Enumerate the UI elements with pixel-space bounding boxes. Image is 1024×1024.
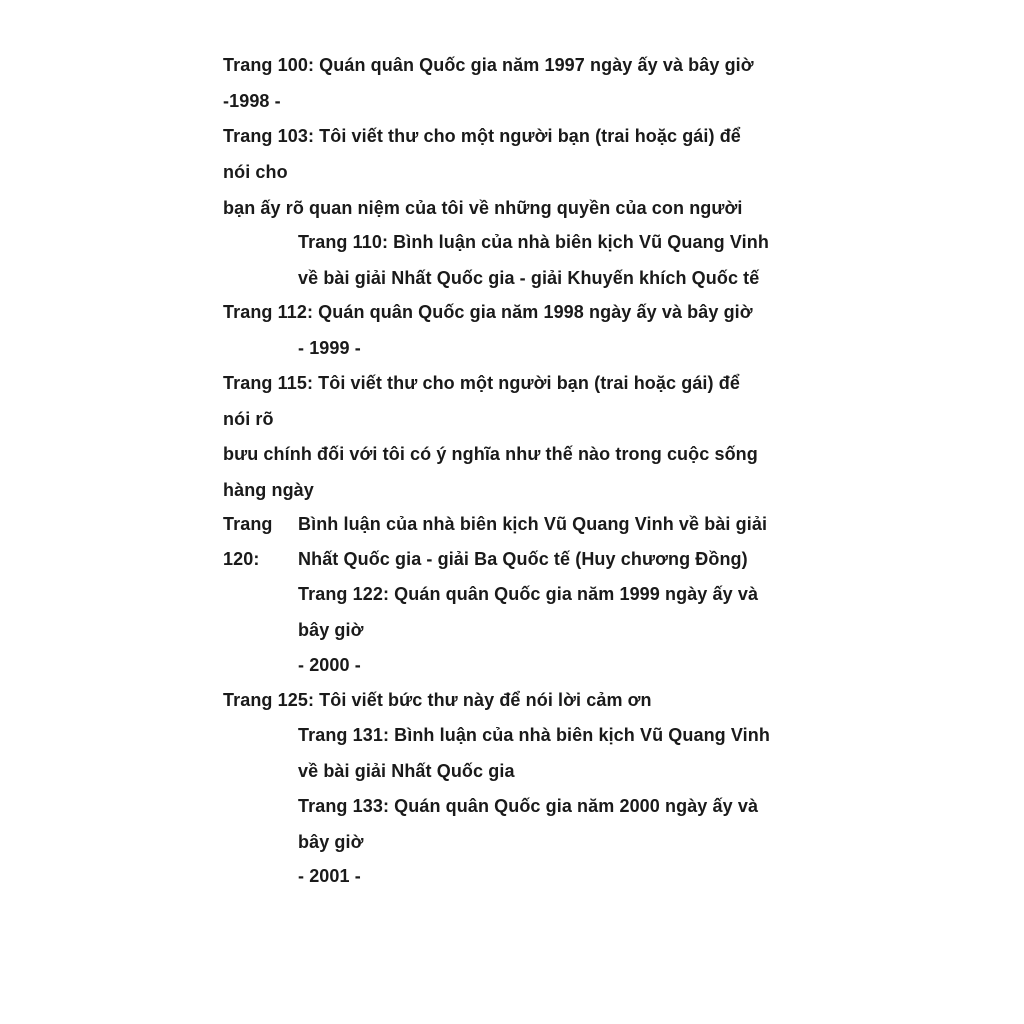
toc-line: Bình luận của nhà biên kịch Vũ Quang Vinh về bài giải: [298, 514, 768, 534]
toc-line: bây giờ: [298, 832, 364, 852]
toc-line: Trang 125: Tôi viết bức thư này để nói lời cảm ơn: [223, 690, 652, 710]
toc-line: Nhất Quốc gia - giải Ba Quốc tế (Huy chương Đồng): [298, 549, 748, 569]
toc-line: Trang 131: Bình luận của nhà biên kịch Vũ Quang Vinh: [298, 725, 770, 745]
toc-line: hàng ngày: [223, 480, 314, 500]
toc-line: về bài giải Nhất Quốc gia - giải Khuyến khích Quốc tế: [298, 268, 760, 288]
year-separator: -1998 -: [223, 91, 281, 111]
toc-line: nói cho: [223, 162, 288, 182]
toc-line: nói rõ: [223, 409, 274, 429]
toc-page-number: 120:: [223, 549, 260, 569]
toc-line: Trang 110: Bình luận của nhà biên kịch Vũ Quang Vinh: [298, 232, 769, 252]
toc-line: bưu chính đối với tôi có ý nghĩa như thế nào trong cuộc sống: [223, 444, 758, 464]
toc-page-label: Trang: [223, 514, 273, 534]
toc-line: Trang 100: Quán quân Quốc gia năm 1997 ngày ấy và bây giờ: [223, 55, 754, 75]
toc-line: bây giờ: [298, 620, 364, 640]
toc-line: Trang 112: Quán quân Quốc gia năm 1998 ngày ấy và bây giờ: [223, 302, 753, 322]
year-separator: - 1999 -: [298, 338, 361, 358]
toc-line: Trang 115: Tôi viết thư cho một người bạn (trai hoặc gái) để: [223, 373, 740, 393]
toc-line: Trang 103: Tôi viết thư cho một người bạn (trai hoặc gái) để: [223, 126, 741, 146]
toc-line: Trang 133: Quán quân Quốc gia năm 2000 ngày ấy và: [298, 796, 759, 816]
toc-line: bạn ấy rõ quan niệm của tôi về những quyền của con người: [223, 198, 743, 218]
year-separator: - 2000 -: [298, 655, 361, 675]
toc-line: Trang 122: Quán quân Quốc gia năm 1999 ngày ấy và: [298, 584, 759, 604]
year-separator: - 2001 -: [298, 866, 361, 886]
toc-line: về bài giải Nhất Quốc gia: [298, 761, 515, 781]
